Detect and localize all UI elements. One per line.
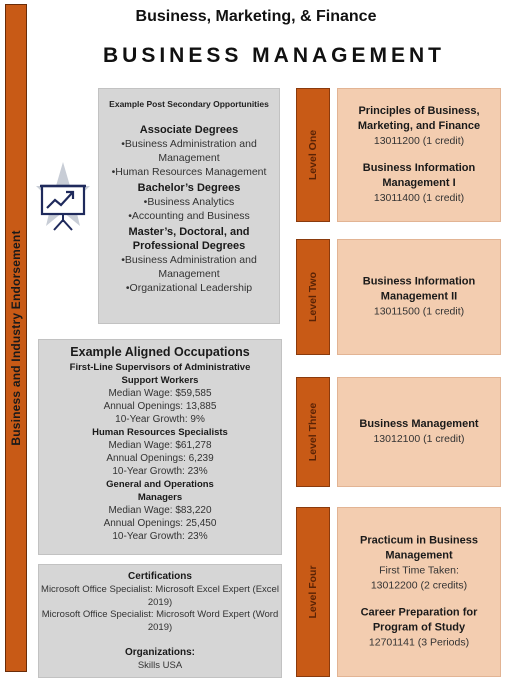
- degree-item: •Business Analytics: [143, 196, 235, 208]
- level-one-label: Level One: [307, 129, 319, 181]
- degree-item: •Business Administration and Management: [121, 138, 257, 164]
- degree-item: •Business Administration and Management: [121, 254, 257, 280]
- course-name: Business Information Management I: [362, 162, 476, 189]
- occupation-openings: Annual Openings: 25,450: [103, 518, 217, 529]
- level-two-label: Level Two: [307, 272, 319, 322]
- occupation-growth: 10-Year Growth: 23%: [112, 466, 208, 477]
- level-four-courses: [337, 507, 501, 677]
- level-three-courses: [337, 377, 501, 487]
- degree-section-title: Master’s, Doctoral, and Professional Degrees: [128, 226, 250, 252]
- course-name: Practicum in Business Management: [360, 534, 478, 562]
- organizations-title: Organizations:: [124, 647, 195, 658]
- occupation-wage: Median Wage: $59,585: [108, 388, 212, 399]
- course-name: Business Information Management II: [362, 275, 476, 303]
- course-code: 13011500 (1 credit): [373, 305, 465, 318]
- course-name: Career Preparation for Program of Study: [360, 606, 478, 634]
- occupation-growth: 10-Year Growth: 9%: [115, 414, 205, 425]
- level-two-bar: [296, 239, 330, 355]
- course-code: 13011200 (1 credit): [373, 135, 465, 147]
- post-secondary-heading: Example Post Secondary Opportunities: [109, 99, 269, 109]
- level-four-bar: [296, 507, 330, 677]
- degree-section-title: Associate Degrees: [139, 124, 239, 136]
- level-one-bar: [296, 88, 330, 222]
- certifications-title: Certifications: [128, 571, 192, 582]
- degree-item: •Accounting and Business: [128, 210, 250, 222]
- endorsement-label: Business and Industry Endorsement: [9, 230, 23, 446]
- level-one-courses: [337, 88, 501, 222]
- post-secondary-box: [98, 88, 280, 324]
- occupation-name: General and Operations Managers: [106, 479, 214, 503]
- course-code: 13011400 (1 credit): [373, 192, 465, 204]
- occupations-box: [38, 339, 282, 555]
- certifications-box: [38, 564, 282, 678]
- organization-item: Skills USA: [137, 660, 183, 671]
- occupation-name: Human Resources Specialists: [92, 427, 228, 438]
- level-two-courses: [337, 239, 501, 355]
- occupation-growth: 10-Year Growth: 23%: [112, 531, 208, 542]
- level-three-bar: [296, 377, 330, 487]
- course-code: 12701141 (3 Periods): [368, 636, 470, 649]
- course-note: First Time Taken:: [379, 564, 459, 577]
- occupation-wage: Median Wage: $61,278: [108, 440, 212, 451]
- degree-section-title: Bachelor’s Degrees: [137, 182, 241, 194]
- presentation-growth-chart-icon: [36, 162, 90, 240]
- certification-item: Microsoft Office Specialist: Microsoft Excel Expert (Excel 2019): [41, 584, 279, 608]
- course-code: 13012200 (2 credits): [370, 579, 468, 592]
- course-name: Principles of Business, Marketing, and Finance: [357, 105, 481, 132]
- level-four-label: Level Four: [307, 565, 319, 619]
- cluster-title: Business, Marketing, & Finance: [135, 8, 377, 25]
- program-title: BUSINESS MANAGEMENT: [102, 44, 446, 67]
- course-code: 13012100 (1 credit): [373, 433, 465, 445]
- occupation-name: First-Line Supervisors of Administrative Support Workers: [69, 362, 251, 386]
- occupation-openings: Annual Openings: 6,239: [106, 453, 214, 464]
- degree-item: •Human Resources Management: [111, 166, 267, 178]
- occupation-wage: Median Wage: $83,220: [108, 505, 212, 516]
- course-name: Business Management: [359, 418, 479, 430]
- certification-item: Microsoft Office Specialist: Microsoft Word Expert (Word 2019): [41, 609, 279, 633]
- level-three-label: Level Three: [307, 402, 319, 462]
- occupation-openings: Annual Openings: 13,885: [103, 401, 217, 412]
- occupations-title: Example Aligned Occupations: [70, 345, 250, 359]
- degree-item: •Organizational Leadership: [125, 282, 253, 294]
